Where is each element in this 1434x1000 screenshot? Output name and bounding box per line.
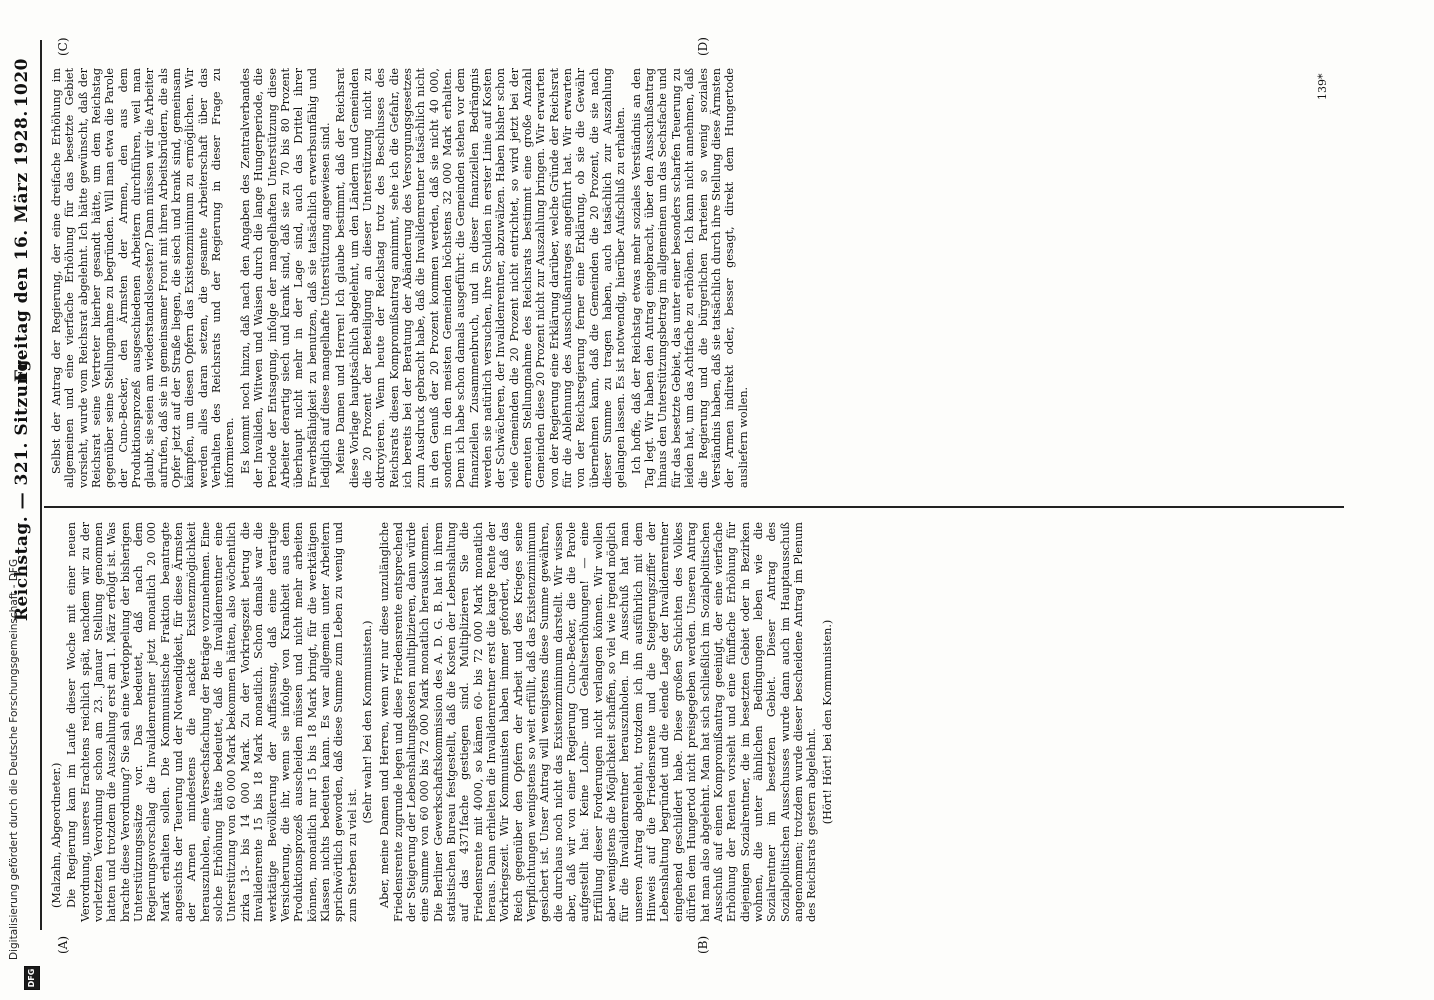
- page-number: 1020: [12, 58, 32, 108]
- margin-marker-a: (A): [56, 935, 70, 954]
- paragraph: (Malzahn, Abgeordneter.): [50, 762, 63, 908]
- text-column-left: [50, 522, 838, 922]
- paragraph: Selbst der Antrag der Regierung, der eine dreifache Erhöhung im allgemeinen und eine vierfache Erhöhung für das besetzte Gebiet vorsieht, wurde vom Reichsrat abgelehnt. Ich hätte gewünscht, daß der Reichsrat seine Vertreter hierher gesandt hätte, um dem Reichstag gegenüber seine Stellungnahme zu begründen. Will man etwa die Parole der Cuno-Becker, den Ärmsten der Armen, den aus dem Produktionsprozeß ausgeschiedenen Arbeitern durchführen, weil man glaubt, sie seien am wiederstandslosesten? Dann müssen wir die Arbeiter aufrufen, daß sie in gemeinsamer Front mit ihren Arbeitsbrüdern, die als Opfer jetzt auf der Straße liegen, die siech und krank sind, gemeinsam kämpfen, um diesen Opfern das Existenzminimum zu ermöglichen. Wir werden alles daran setzen, die gesamte Arbeiterschaft über das Verhalten des Reichsrats und der Regierung in dieser Frage zu informieren.: [50, 68, 237, 488]
- paragraph: Es kommt noch hinzu, daß nach den Angaben des Zentralverbandes der Invaliden, Witwen und Waisen durch die lange Hungerperiode, die Periode der Entsagung, infolge der mangelhaften Unterstützung diese Arbeiter derartig siech und krank sind, daß sie zu 70 bis 80 Prozent überhaupt nicht mehr in der Lage sind, auch das Drittel ihrer Erwerbsfähigkeit zu benutzen, daß sie tatsächlich erwerbsunfähig und lediglich auf diese mangelhafte Unterstützung angewiesen sind.: [238, 68, 332, 488]
- margin-marker-c: (C): [56, 37, 70, 56]
- side-note-strip: [0, 0, 36, 1000]
- header-date: Freitag den 16. März 1928.: [12, 110, 32, 382]
- paragraph: Die Regierung kam im Laufe dieser Woche mit einer neuen Verordnung, unseres Erachtens reichlich spät, nachdem wir zu der vorletzten Verordnung schon am 23. Januar Stellung genommen hatten und trotzdem die Auszahlung erst am 1. März erfolgt ist. Was brachte diese Verordnung? Sie sah eine Verdoppelung der bisherigen Unterstützungssätze vor. Das bedeutet, daß nach dem Regierungsvorschlag die Invalidenrentner jetzt monatlich 20 000 Mark erhalten sollen. Die Kommunistische Fraktion beantragte angesichts der Teuerung und der Notwendigkeit, für diese Ärmsten der Armen mindestens die nackte Existenzmöglichkeit herauszuholen, eine Versechsfachung der Beträge vorzunehmen. Eine solche Erhöhung hätte bedeutet, daß die Invalidenrentner eine Unterstützung von 60 000 Mark bekommen hätten, also wöchentlich zirka 13- bis 14 000 Mark. Zu der Vorkriegszeit betrug die Invalidenrente 15 bis 18 Mark monatlich. Schon damals war die werktätige Bevölkerung der Auffassung, daß eine derartige Versicherung, die ihr, wenn sie infolge von Krankheit aus dem Produktionsprozeß ausscheiden müssen und nicht mehr arbeiten können, monatlich nur 15 bis 18 Mark bringt, für die werktätigen Klassen nichts bedeuten kann. Es war allgemein unter Arbeitern sprichwörtlich geworden, daß diese Summe zum Leben zu wenig und zum Sterben zu viel ist.: [65, 522, 359, 922]
- paragraph: Aber, meine Damen und Herren, wenn wir nur diese unzulängliche Friedensrente zugrunde legen und diese Friedensrente entsprechend der Steigerung der Lebenshaltungskosten multiplizieren, dann würde eine Summe von 60 000 bis 72 000 Mark monatlich herauskommen. Die Berliner Gewerkschaftskommission des A. D. G. B. hat in ihrem statistischen Bureau festgestellt, daß die Kosten der Lebenshaltung auf das 4371fache gestiegen sind. Multiplizieren Sie die Friedensrente mit 4000, so kämen 60- bis 72 000 Mark monatlich heraus. Dann erhielten die Invalidenrentner erst die karge Rente der Vorkriegszeit. Wir Kommunisten haben immer gefordert, daß das Reich gegenüber den Opfern der Arbeit und des Krieges seine Verpflichtungen wenigstens so weit erfüllt, daß das Existenzminimum gesichert ist. Unser Antrag will wenigstens diese Summe gewähren, die durchaus noch nicht das Existenzminimum darstellt. Wir wissen aber, daß wir von einer Regierung Cuno-Becker, die die Parole aufgestellt hat: Keine Lohn- und Gehaltserhöhungen! — eine Erfüllung dieser Forderungen nicht verlangen können. Wir wollen aber wenigstens die Möglichkeit schaffen, so viel wie irgend möglich für die Invalidenrentner herauszuholen. Im Ausschuß hat man unseren Antrag abgelehnt, trotzdem ich ihn ausführlich mit dem Hinweis auf die Friedensrente und die Steigerungsziffer der Lebenshaltung begründet und die elende Lage der Invalidenrentner eingehend geschildert habe. Diese großen Schichten des Volkes dürfen dem Hungertod nicht preisgegeben werden. Unseren Antrag hat man also abgelehnt. Man hat sich schließlich im Sozialpolitischen Ausschuß auf einen Kompromißantrag geeinigt, der eine vierfache Erhöhung der Renten vorsieht und eine fünffache Erhöhung für diejenigen Sozialrentner, die im besetzten Gebiet oder in Bezirken wohnen, die unter ähnlichen Bedingungen leben wie die Sozialrentner im besetzten Gebiet. Dieser Antrag des Sozialpolitischen Ausschusses wurde dann auch im Hauptausschuß angenommen; trotzdem wurde dieser bescheidene Antrag im Plenum des Reichsrats gestern abgelehnt.: [378, 522, 819, 922]
- margin-marker-b: (B): [696, 935, 710, 954]
- signature-mark: 139*: [1316, 73, 1329, 100]
- digitization-note: Digitalisierung gefördert durch die Deutsche Forschungsgemeinschaft - DFG: [8, 558, 20, 960]
- margin-marker-d: (D): [696, 37, 710, 56]
- header-title: Reichstag. — 321. Sitzung.: [12, 352, 32, 622]
- paragraph: Ich hoffe, daß der Reichstag etwas mehr soziales Verständnis an den Tag legt. Wir haben den Antrag eingebracht, über den Ausschußantrag hinaus den Unterstützungsbetrag im allgemeinen um das Sechsfache und für das besetzte Gebiet, das unter einer besonders scharfen Teuerung zu leiden hat, um das Achtfache zu erhöhen. Ich kann nicht annehmen, daß die Regierung und die bürgerlichen Parteien so wenig soziales Verständnis haben, daß sie tatsächlich durch ihre Stellung diese Ärmsten der Armen indirekt oder, besser gesagt, direkt dem Hungertode ausliefern wollen.: [629, 68, 750, 488]
- dfg-logo: DFG: [24, 966, 40, 990]
- header-rule: [40, 40, 42, 930]
- paragraph: Meine Damen und Herren! Ich glaube bestimmt, daß der Reichsrat diese Vorlage hauptsächlich abgelehnt, um den Ländern und Gemeinden die 20 Prozent der Beteiligung an dieser Unterstützung nicht zu oktroyieren. Wenn heute der Reichstag trotz des Beschlusses des Reichsrats diesen Kompromißantrag annimmt, sehe ich die Gefahr, die ich bereits bei der Beratung der Abänderung des Versorgungsgesetzes zum Ausdruck gebracht habe, daß die Invalidenrentner tatsächlich nicht in den Genuß der 20 Prozent kommen werden, daß sie nicht 40 000, sondern in den meisten Gemeinden höchstens 32 000 Mark erhalten. Denn ich habe schon damals ausgeführt: die Gemeinden stehen vor dem finanziellen Zusammenbruch, und in dieser finanziellen Bedrängnis werden sie natürlich versuchen, ihre Schulden in erster Linie auf Kosten der Schwächeren, der Invalidenrentner, abzuwälzen. Haben bisher schon viele Gemeinden die 20 Prozent nicht entrichtet, so wird jetzt bei der erneuten Stellungnahme des Reichsrats bestimmt eine große Anzahl Gemeinden diese 20 Prozent nicht zur Auszahlung bringen. Wir erwarten von der Regierung eine Erklärung darüber, welche Gründe der Reichsrat für die Ablehnung des Ausschußantrages angeführt hat. Wir erwarten von der Reichsregierung ferner eine Erklärung, ob sie die Gewähr übernehmen kann, daß die Gemeinden die 20 Prozent, die sie nach dieser Summe zu tragen haben, auch tatsächlich zur Auszahlung gelangen lassen. Es ist notwendig, hierüber Aufschluß zu erhalten.: [334, 68, 628, 488]
- column-divider: [44, 506, 1344, 508]
- interjection: (Sehr wahr! bei den Kommunisten.): [360, 620, 374, 824]
- interjection: (Hört! Hört! bei den Kommunisten.): [820, 619, 834, 825]
- text-column-right: [50, 68, 752, 488]
